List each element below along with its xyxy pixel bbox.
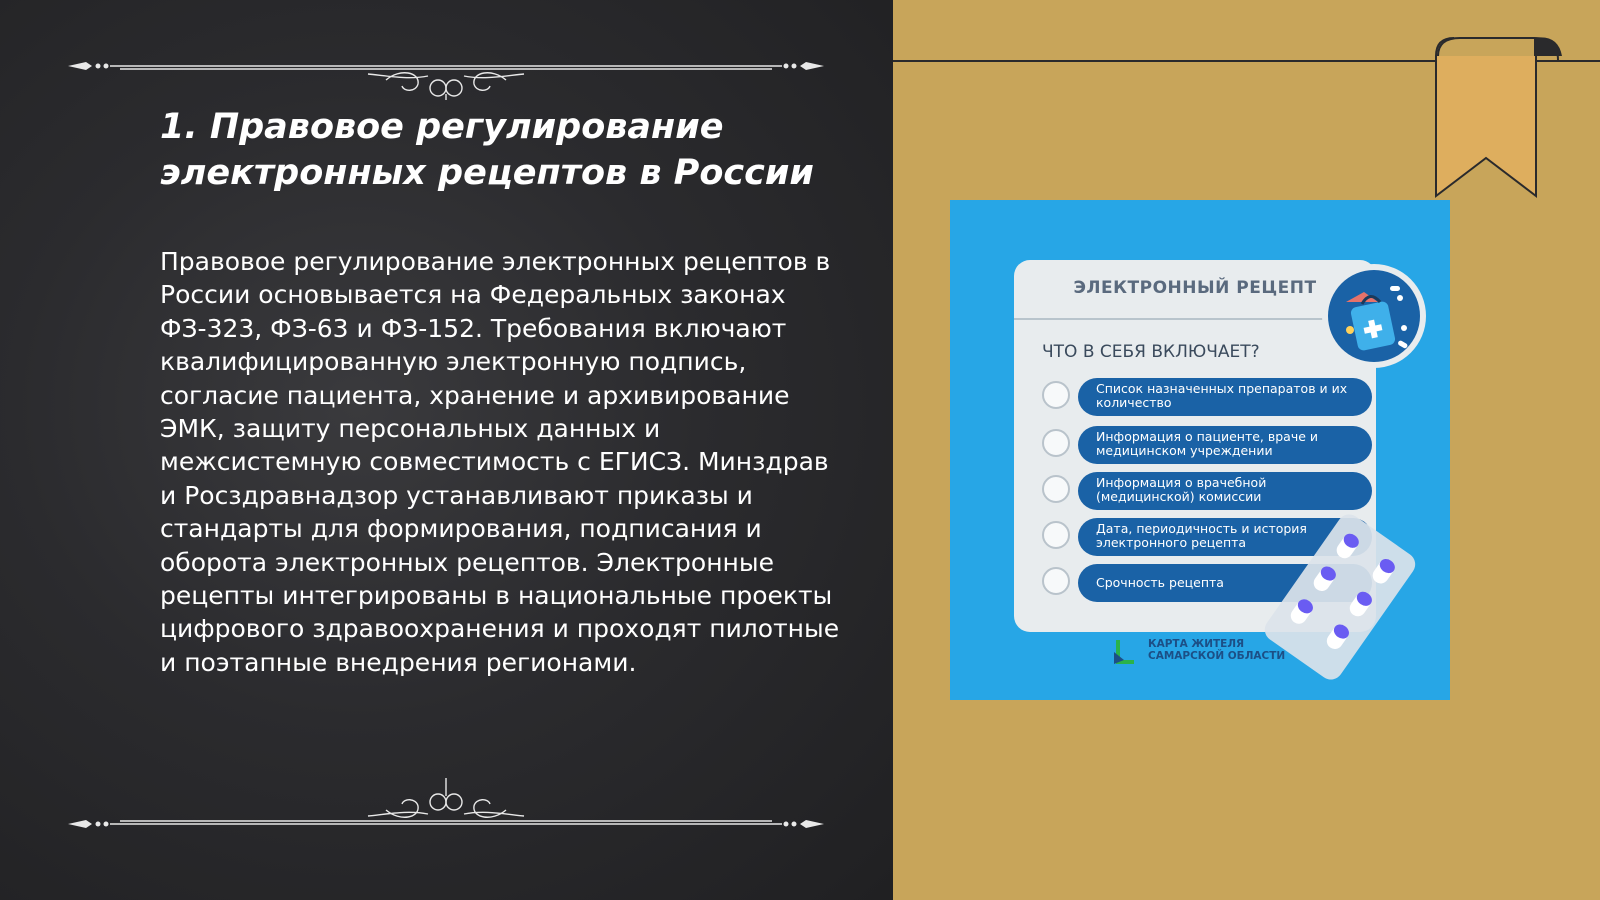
- checkbox-circle-icon: [1042, 567, 1070, 595]
- logo-text-line1: КАРТА ЖИТЕЛЯ: [1148, 638, 1245, 650]
- infographic-subtitle: ЧТО В СЕБЯ ВКЛЮЧАЕТ?: [1042, 342, 1260, 362]
- list-item: [1042, 426, 1372, 464]
- list-item-label: Срочность рецепта: [1078, 564, 1372, 602]
- slide-body-text: Правовое регулирование электронных рецептов в России основывается на Федеральных законах ФЗ-323, ФЗ-63 и ФЗ-152. Требования включают квалифицированную электронную подпись, согласие пациента, хранение и архивирование ЭМК, защиту персональных данных и межсистемную совместимость с ЕГИСЗ. Минздрав и Росздравнадзор устанавливают приказы и стандарты для формирования, подписания и оборота электронных рецептов. Электронные рецепты интегрированы в национальные проекты цифрового здравоохранения и проходят пилотные и поэтапные внедрения регионами.: [160, 247, 840, 677]
- e-prescription-infographic: [950, 200, 1450, 700]
- checkbox-circle-icon: [1042, 475, 1070, 503]
- bookmark-ribbon-icon: [1434, 34, 1600, 200]
- list-item-label: Информация о пациенте, враче и медицинском учреждении: [1078, 426, 1372, 464]
- list-item-label: Дата, периодичность и история электронного рецепта: [1078, 518, 1372, 556]
- list-item-label: Список назначенных препаратов и их количество: [1078, 378, 1372, 416]
- ornament-divider-top: [68, 40, 824, 100]
- checkbox-circle-icon: [1042, 381, 1070, 409]
- list-item: [1042, 472, 1372, 510]
- list-item: [1042, 378, 1372, 416]
- pharmacy-bag-icon: [1320, 262, 1428, 370]
- resident-card-logo-icon: [1112, 638, 1136, 666]
- checkbox-circle-icon: [1042, 521, 1070, 549]
- slide-title: 1. Правовое регулирование электронных рецептов в России: [160, 107, 814, 193]
- checkbox-circle-icon: [1042, 429, 1070, 457]
- logo-text-line2: САМАРСКОЙ ОБЛАСТИ: [1148, 650, 1286, 662]
- resident-card-logo-text: [1148, 638, 1308, 662]
- ornament-divider-bottom: [68, 768, 824, 828]
- list-item-label: Информация о врачебной (медицинской) комиссии: [1078, 472, 1372, 510]
- infographic-title: ЭЛЕКТРОННЫЙ РЕЦЕПТ: [1073, 278, 1317, 298]
